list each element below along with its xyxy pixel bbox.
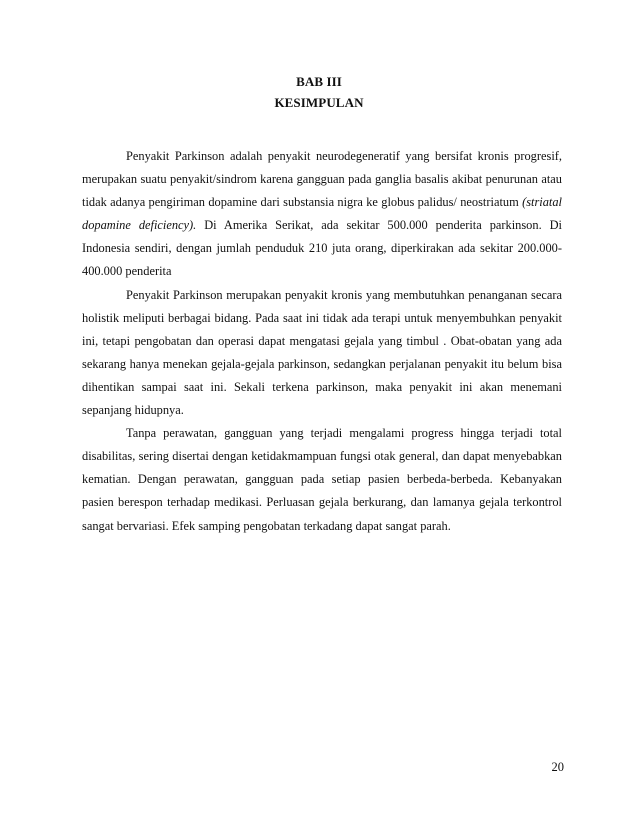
paragraph-3: Tanpa perawatan, gangguan yang terjadi mengalami progress hingga terjadi total disabilitas, sering disertai dengan ketidakmampuan fungsi otak general, dan dapat menyebabkan kematian. Dengan perawatan, gangguan pada setiap pasien berbeda-berbeda. Kebanyakan pasien berespon terhadap medikasi. Perluasan gejala berkurang, dan lamanya gejala terkontrol sangat bervariasi. Efek samping pengobatan terkadang dapat sangat parah. xyxy=(82,426,562,533)
paragraph-1-text-start: Penyakit Parkinson adalah penyakit neurodegeneratif yang bersifat kronis progresif, merupakan suatu penyakit/sindrom karena gangguan pada ganglia basalis akibat penurunan atau tidak adanya pengiriman dopamine dari substansia nigra ke globus palidus/ neostriatum xyxy=(82,149,562,210)
paragraph-1-italic-term: (striatal dopamine deficiency). xyxy=(82,195,562,233)
paragraph-1 xyxy=(82,145,562,284)
body-text xyxy=(82,145,562,538)
paragraph-2: Penyakit Parkinson merupakan penyakit kronis yang membutuhkan penanganan secara holistik meliputi berbagai bidang. Pada saat ini tidak ada terapi untuk menyembuhkan penyakit ini, tetapi pengobatan dan operasi dapat mengatasi gejala yang timbul . Obat-obatan yang ada sekarang hanya menekan gejala-gejala parkinson, sedangkan perjalanan penyakit itu belum bisa dihentikan sampai saat ini. Sekali terkena parkinson, maka penyakit ini akan menemani sepanjang hidupnya. xyxy=(82,287,562,418)
chapter-heading: BAB III xyxy=(296,74,342,89)
page-number: 20 xyxy=(551,760,564,774)
chapter-title: KESIMPULAN xyxy=(274,95,364,110)
paragraph-1-text-end: Di Amerika Serikat, ada sekitar 500.000 penderita parkinson. Di Indonesia sendiri, dengan jumlah penduduk 210 juta orang, diperkirakan ada sekitar 200.000-400.000 penderita xyxy=(82,218,563,279)
